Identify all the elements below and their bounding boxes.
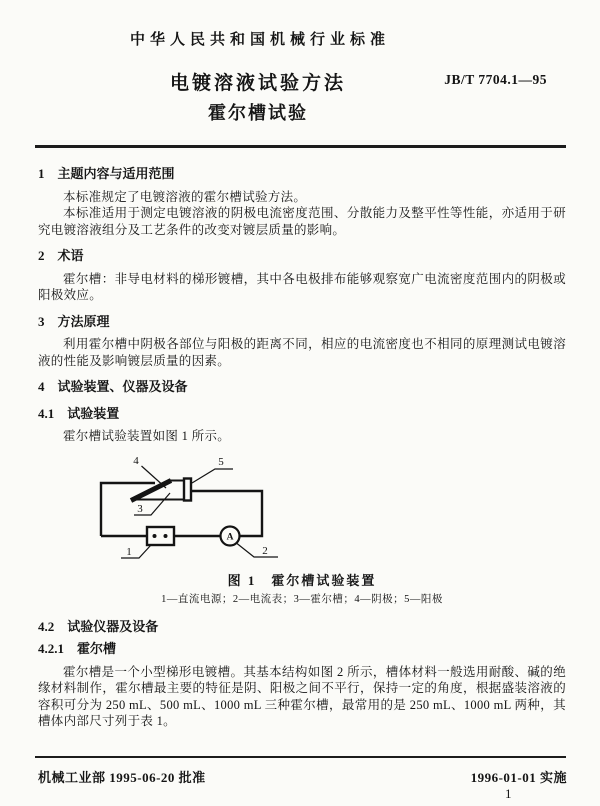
page-number: 1: [505, 786, 512, 801]
section-4-1-heading: 4.1 试验装置: [38, 405, 120, 421]
callout-4-cathode: 4: [133, 454, 139, 467]
document-body: [38, 156, 566, 730]
figure-1-legend: 1—直流电源；2—电流表；3—霍尔槽；4—阴极；5—阳极: [161, 594, 443, 605]
standard-org-line: 中华人民共和国机械行业标准: [129, 32, 390, 48]
document-title-line2: 霍尔槽试验: [208, 103, 308, 123]
section-3-heading: 3 方法原理: [38, 313, 110, 329]
implementation-note: 1996-01-01 实施: [470, 770, 567, 785]
callout-2-ammeter: 2: [262, 544, 268, 557]
figure-1-caption: 图 1 霍尔槽试验装置: [227, 572, 377, 588]
leader-line-2: [237, 543, 278, 557]
dc-power-supply: [147, 527, 174, 545]
document-title-line1: 电镀溶液试验方法: [169, 73, 346, 94]
section-1-paragraph-2: 本标准适用于测定电镀溶液的阴极电流密度范围、分散能力及整平性等性能，亦适用于研究电镀溶液组分及工艺条件的改变对镀层质量的影响。: [38, 206, 566, 237]
ammeter-letter: A: [226, 532, 234, 542]
section-2-paragraph-1: 霍尔槽：非导电材料的梯形镀槽，其中各电极排布能够观察宽广电流密度范围内的阴极或阳极效应。: [38, 271, 566, 302]
section-4-2-1-paragraph-1: 霍尔槽是一个小型梯形电镀槽。其基本结构如图 2 所示，槽体材料一般选用耐酸、碱的绝缘材料制作，霍尔槽最主要的特征是阴、阳极之间不平行，保持一定的角度，根据盛装溶液的容积可分为 250 mL、500 mL、1000 mL 三种霍尔槽，最常用的是 250 mL、1000 mL 两种，其槽体内部尺寸列于表 1。: [38, 664, 566, 728]
anode-plate: [184, 478, 191, 500]
section-4-heading: 4 试验装置、仪器及设备: [38, 379, 188, 394]
standard-number: JB/T 7704.1—95: [444, 72, 547, 87]
leader-line-5: [192, 469, 233, 483]
approval-note: 机械工业部 1995-06-20 批准: [38, 770, 206, 785]
section-4-2-1-heading: 4.2.1 霍尔槽: [38, 641, 117, 656]
document-title: [0, 68, 516, 125]
section-1-paragraph-1: 本标准规定了电镀溶液的霍尔槽试验方法。: [63, 189, 307, 204]
header-divider: [35, 145, 566, 148]
callout-1-power-supply: 1: [126, 545, 132, 558]
section-2-heading: 2 术语: [38, 248, 84, 263]
leader-line-4: [142, 466, 167, 488]
footer-divider: [35, 756, 566, 758]
section-1-heading: 1 主题内容与适用范围: [38, 166, 175, 181]
section-4-1-paragraph-1: 霍尔槽试验装置如图 1 所示。: [63, 429, 231, 443]
power-terminal-right: [164, 534, 168, 538]
power-terminal-left: [153, 534, 157, 538]
section-3-paragraph-1: 利用霍尔槽中阴极各部位与阳极的距离不同，相应的电流密度也不相同的原理测试电镀溶液的性能及影响镀层质量的因素。: [38, 337, 566, 368]
callout-3-cell: 3: [137, 502, 143, 515]
figure-1-hull-cell-apparatus: [38, 449, 566, 609]
callout-5-anode: 5: [218, 455, 224, 468]
section-4-2-heading: 4.2 试验仪器及设备: [38, 618, 159, 634]
circuit-diagram: [38, 449, 358, 573]
